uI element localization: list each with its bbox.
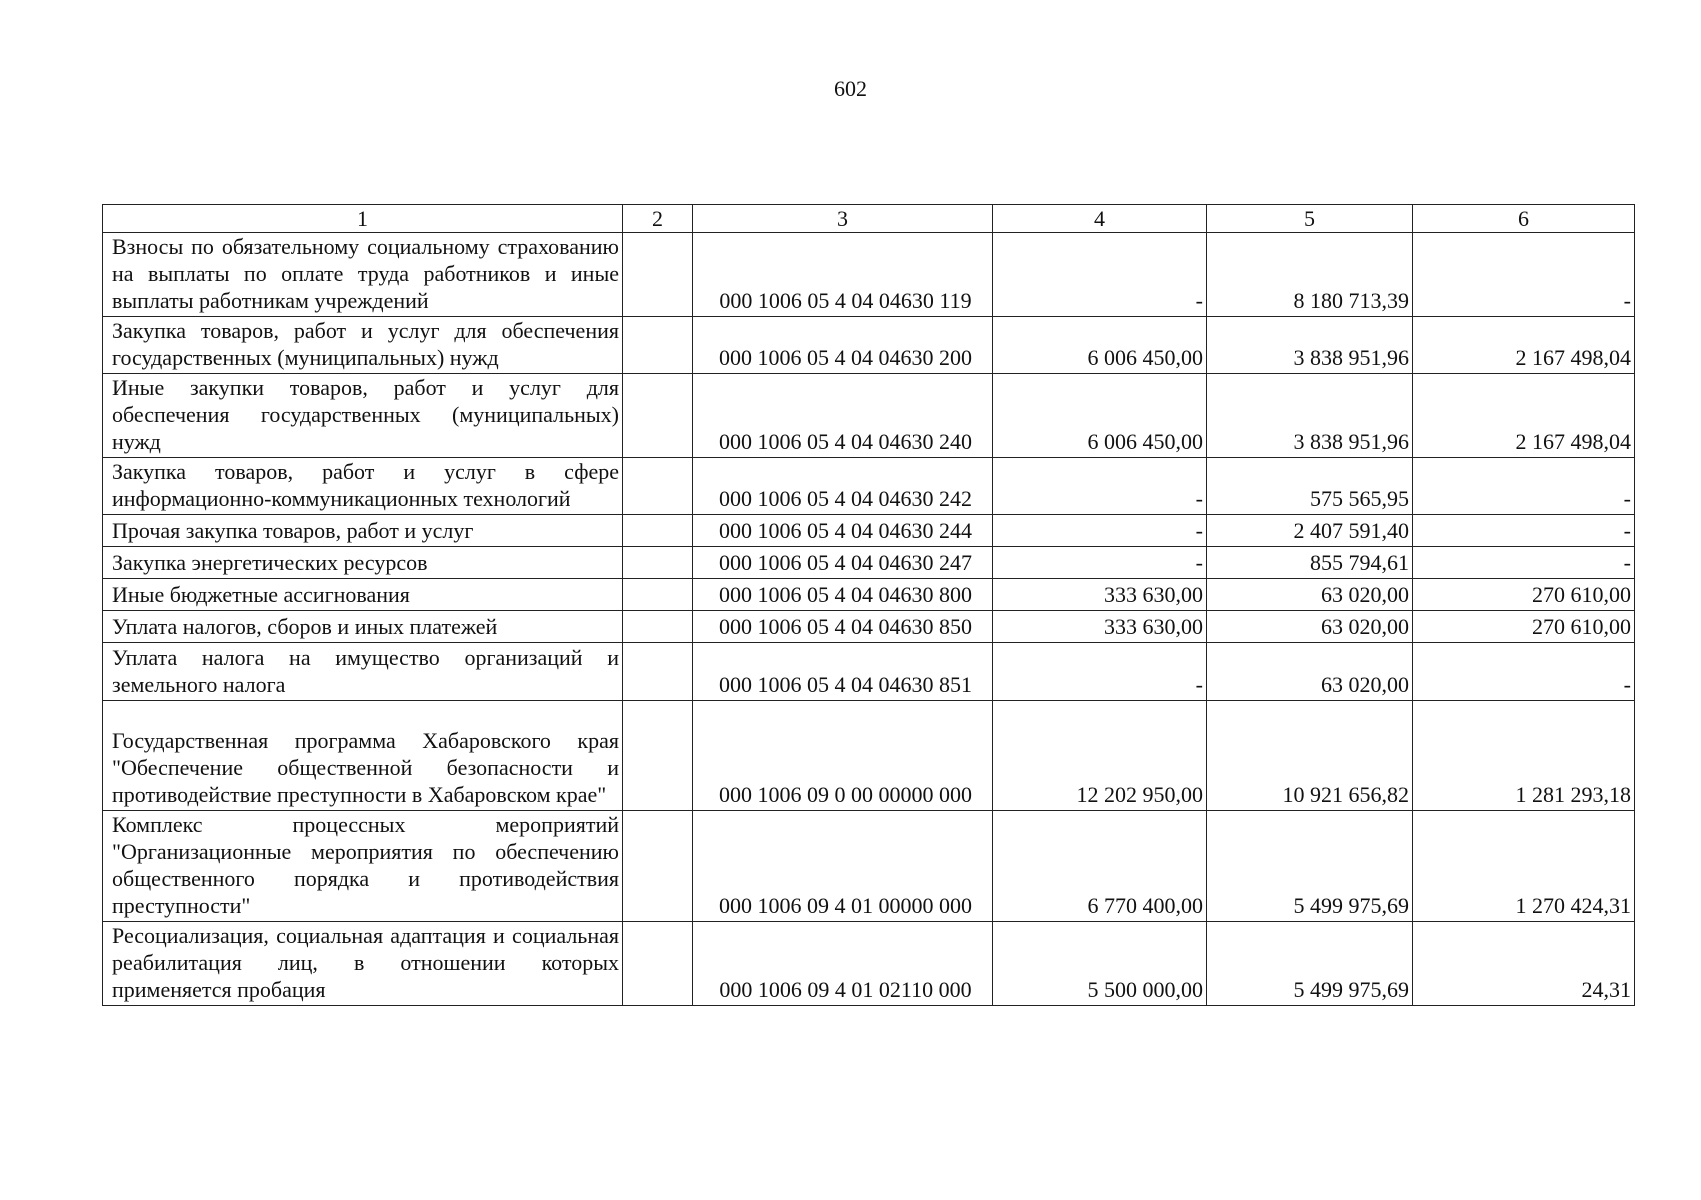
row-budget-code: 000 1006 05 4 04 04630 244 [693, 515, 993, 547]
row-value-column-4: - [993, 643, 1207, 701]
row-budget-code: 000 1006 09 0 00 00000 000 [693, 701, 993, 811]
row-description: Комплекс процессных мероприятий "Организационные мероприятия по обеспечению общественного порядка и противодействия преступности" [103, 811, 623, 922]
row-budget-code: 000 1006 05 4 04 04630 200 [693, 317, 993, 374]
row-value-column-6: - [1413, 458, 1635, 515]
row-column-2 [623, 374, 693, 458]
row-description: Государственная программа Хабаровского края "Обеспечение общественной безопасности и противодействие преступности в Хабаровском крае" [103, 701, 623, 811]
column-header: 1 [103, 205, 623, 233]
row-value-column-5: 63 020,00 [1207, 643, 1413, 701]
row-column-2 [623, 317, 693, 374]
row-column-2 [623, 233, 693, 317]
row-value-column-4: - [993, 233, 1207, 317]
row-column-2 [623, 611, 693, 643]
row-value-column-6: 270 610,00 [1413, 611, 1635, 643]
row-value-column-6: - [1413, 233, 1635, 317]
row-budget-code: 000 1006 09 4 01 02110 000 [693, 922, 993, 1006]
row-description: Иные бюджетные ассигнования [103, 579, 623, 611]
table-row [103, 458, 1635, 515]
row-budget-code: 000 1006 05 4 04 04630 247 [693, 547, 993, 579]
row-column-2 [623, 458, 693, 515]
row-value-column-6: 1 270 424,31 [1413, 811, 1635, 922]
row-value-column-5: 3 838 951,96 [1207, 374, 1413, 458]
row-value-column-4: 6 006 450,00 [993, 317, 1207, 374]
row-value-column-6: 270 610,00 [1413, 579, 1635, 611]
row-budget-code: 000 1006 05 4 04 04630 851 [693, 643, 993, 701]
row-description: Ресоциализация, социальная адаптация и социальная реабилитация лиц, в отношении которых применяется пробация [103, 922, 623, 1006]
row-value-column-6: - [1413, 515, 1635, 547]
row-value-column-4: - [993, 458, 1207, 515]
row-column-2 [623, 811, 693, 922]
row-column-2 [623, 579, 693, 611]
row-description: Закупка товаров, работ и услуг для обеспечения государственных (муниципальных) нужд [103, 317, 623, 374]
table-row [103, 317, 1635, 374]
row-value-column-4: 12 202 950,00 [993, 701, 1207, 811]
table-body [103, 233, 1635, 1006]
column-header: 6 [1413, 205, 1635, 233]
row-budget-code: 000 1006 05 4 04 04630 850 [693, 611, 993, 643]
table-row [103, 547, 1635, 579]
row-value-column-4: 6 770 400,00 [993, 811, 1207, 922]
row-value-column-4: - [993, 515, 1207, 547]
row-value-column-4: - [993, 547, 1207, 579]
table-row [103, 579, 1635, 611]
row-value-column-4: 5 500 000,00 [993, 922, 1207, 1006]
row-value-column-4: 333 630,00 [993, 579, 1207, 611]
page-number: 602 [834, 76, 867, 101]
row-description: Уплата налогов, сборов и иных платежей [103, 611, 623, 643]
row-description: Иные закупки товаров, работ и услуг для обеспечения государственных (муниципальных) нужд [103, 374, 623, 458]
row-value-column-6: 2 167 498,04 [1413, 374, 1635, 458]
table-row [103, 233, 1635, 317]
row-column-2 [623, 701, 693, 811]
table-row [103, 611, 1635, 643]
row-value-column-5: 855 794,61 [1207, 547, 1413, 579]
row-value-column-6: 24,31 [1413, 922, 1635, 1006]
row-budget-code: 000 1006 09 4 01 00000 000 [693, 811, 993, 922]
table-row [103, 922, 1635, 1006]
row-value-column-6: 1 281 293,18 [1413, 701, 1635, 811]
row-value-column-5: 575 565,95 [1207, 458, 1413, 515]
table-row [103, 515, 1635, 547]
table-row [103, 643, 1635, 701]
row-value-column-5: 5 499 975,69 [1207, 922, 1413, 1006]
table-row [103, 811, 1635, 922]
row-value-column-4: 6 006 450,00 [993, 374, 1207, 458]
row-budget-code: 000 1006 05 4 04 04630 800 [693, 579, 993, 611]
row-value-column-5: 8 180 713,39 [1207, 233, 1413, 317]
row-value-column-4: 333 630,00 [993, 611, 1207, 643]
row-value-column-5: 63 020,00 [1207, 611, 1413, 643]
row-description: Закупка товаров, работ и услуг в сфере информационно-коммуникационных технологий [103, 458, 623, 515]
row-column-2 [623, 922, 693, 1006]
row-column-2 [623, 547, 693, 579]
row-value-column-6: 2 167 498,04 [1413, 317, 1635, 374]
column-header: 2 [623, 205, 693, 233]
row-description: Уплата налога на имущество организаций и земельного налога [103, 643, 623, 701]
table-row [103, 374, 1635, 458]
row-description: Взносы по обязательному социальному страхованию на выплаты по оплате труда работников и иные выплаты работникам учреждений [103, 233, 623, 317]
table-row [103, 701, 1635, 811]
row-value-column-5: 10 921 656,82 [1207, 701, 1413, 811]
row-value-column-5: 2 407 591,40 [1207, 515, 1413, 547]
column-header: 5 [1207, 205, 1413, 233]
column-header: 3 [693, 205, 993, 233]
row-value-column-5: 5 499 975,69 [1207, 811, 1413, 922]
row-column-2 [623, 643, 693, 701]
column-header: 4 [993, 205, 1207, 233]
row-column-2 [623, 515, 693, 547]
row-value-column-6: - [1413, 643, 1635, 701]
row-value-column-5: 3 838 951,96 [1207, 317, 1413, 374]
row-budget-code: 000 1006 05 4 04 04630 119 [693, 233, 993, 317]
row-budget-code: 000 1006 05 4 04 04630 242 [693, 458, 993, 515]
table-header-row [103, 205, 1635, 233]
row-budget-code: 000 1006 05 4 04 04630 240 [693, 374, 993, 458]
budget-table [102, 204, 1635, 1006]
row-description: Закупка энергетических ресурсов [103, 547, 623, 579]
row-value-column-6: - [1413, 547, 1635, 579]
row-value-column-5: 63 020,00 [1207, 579, 1413, 611]
row-description: Прочая закупка товаров, работ и услуг [103, 515, 623, 547]
